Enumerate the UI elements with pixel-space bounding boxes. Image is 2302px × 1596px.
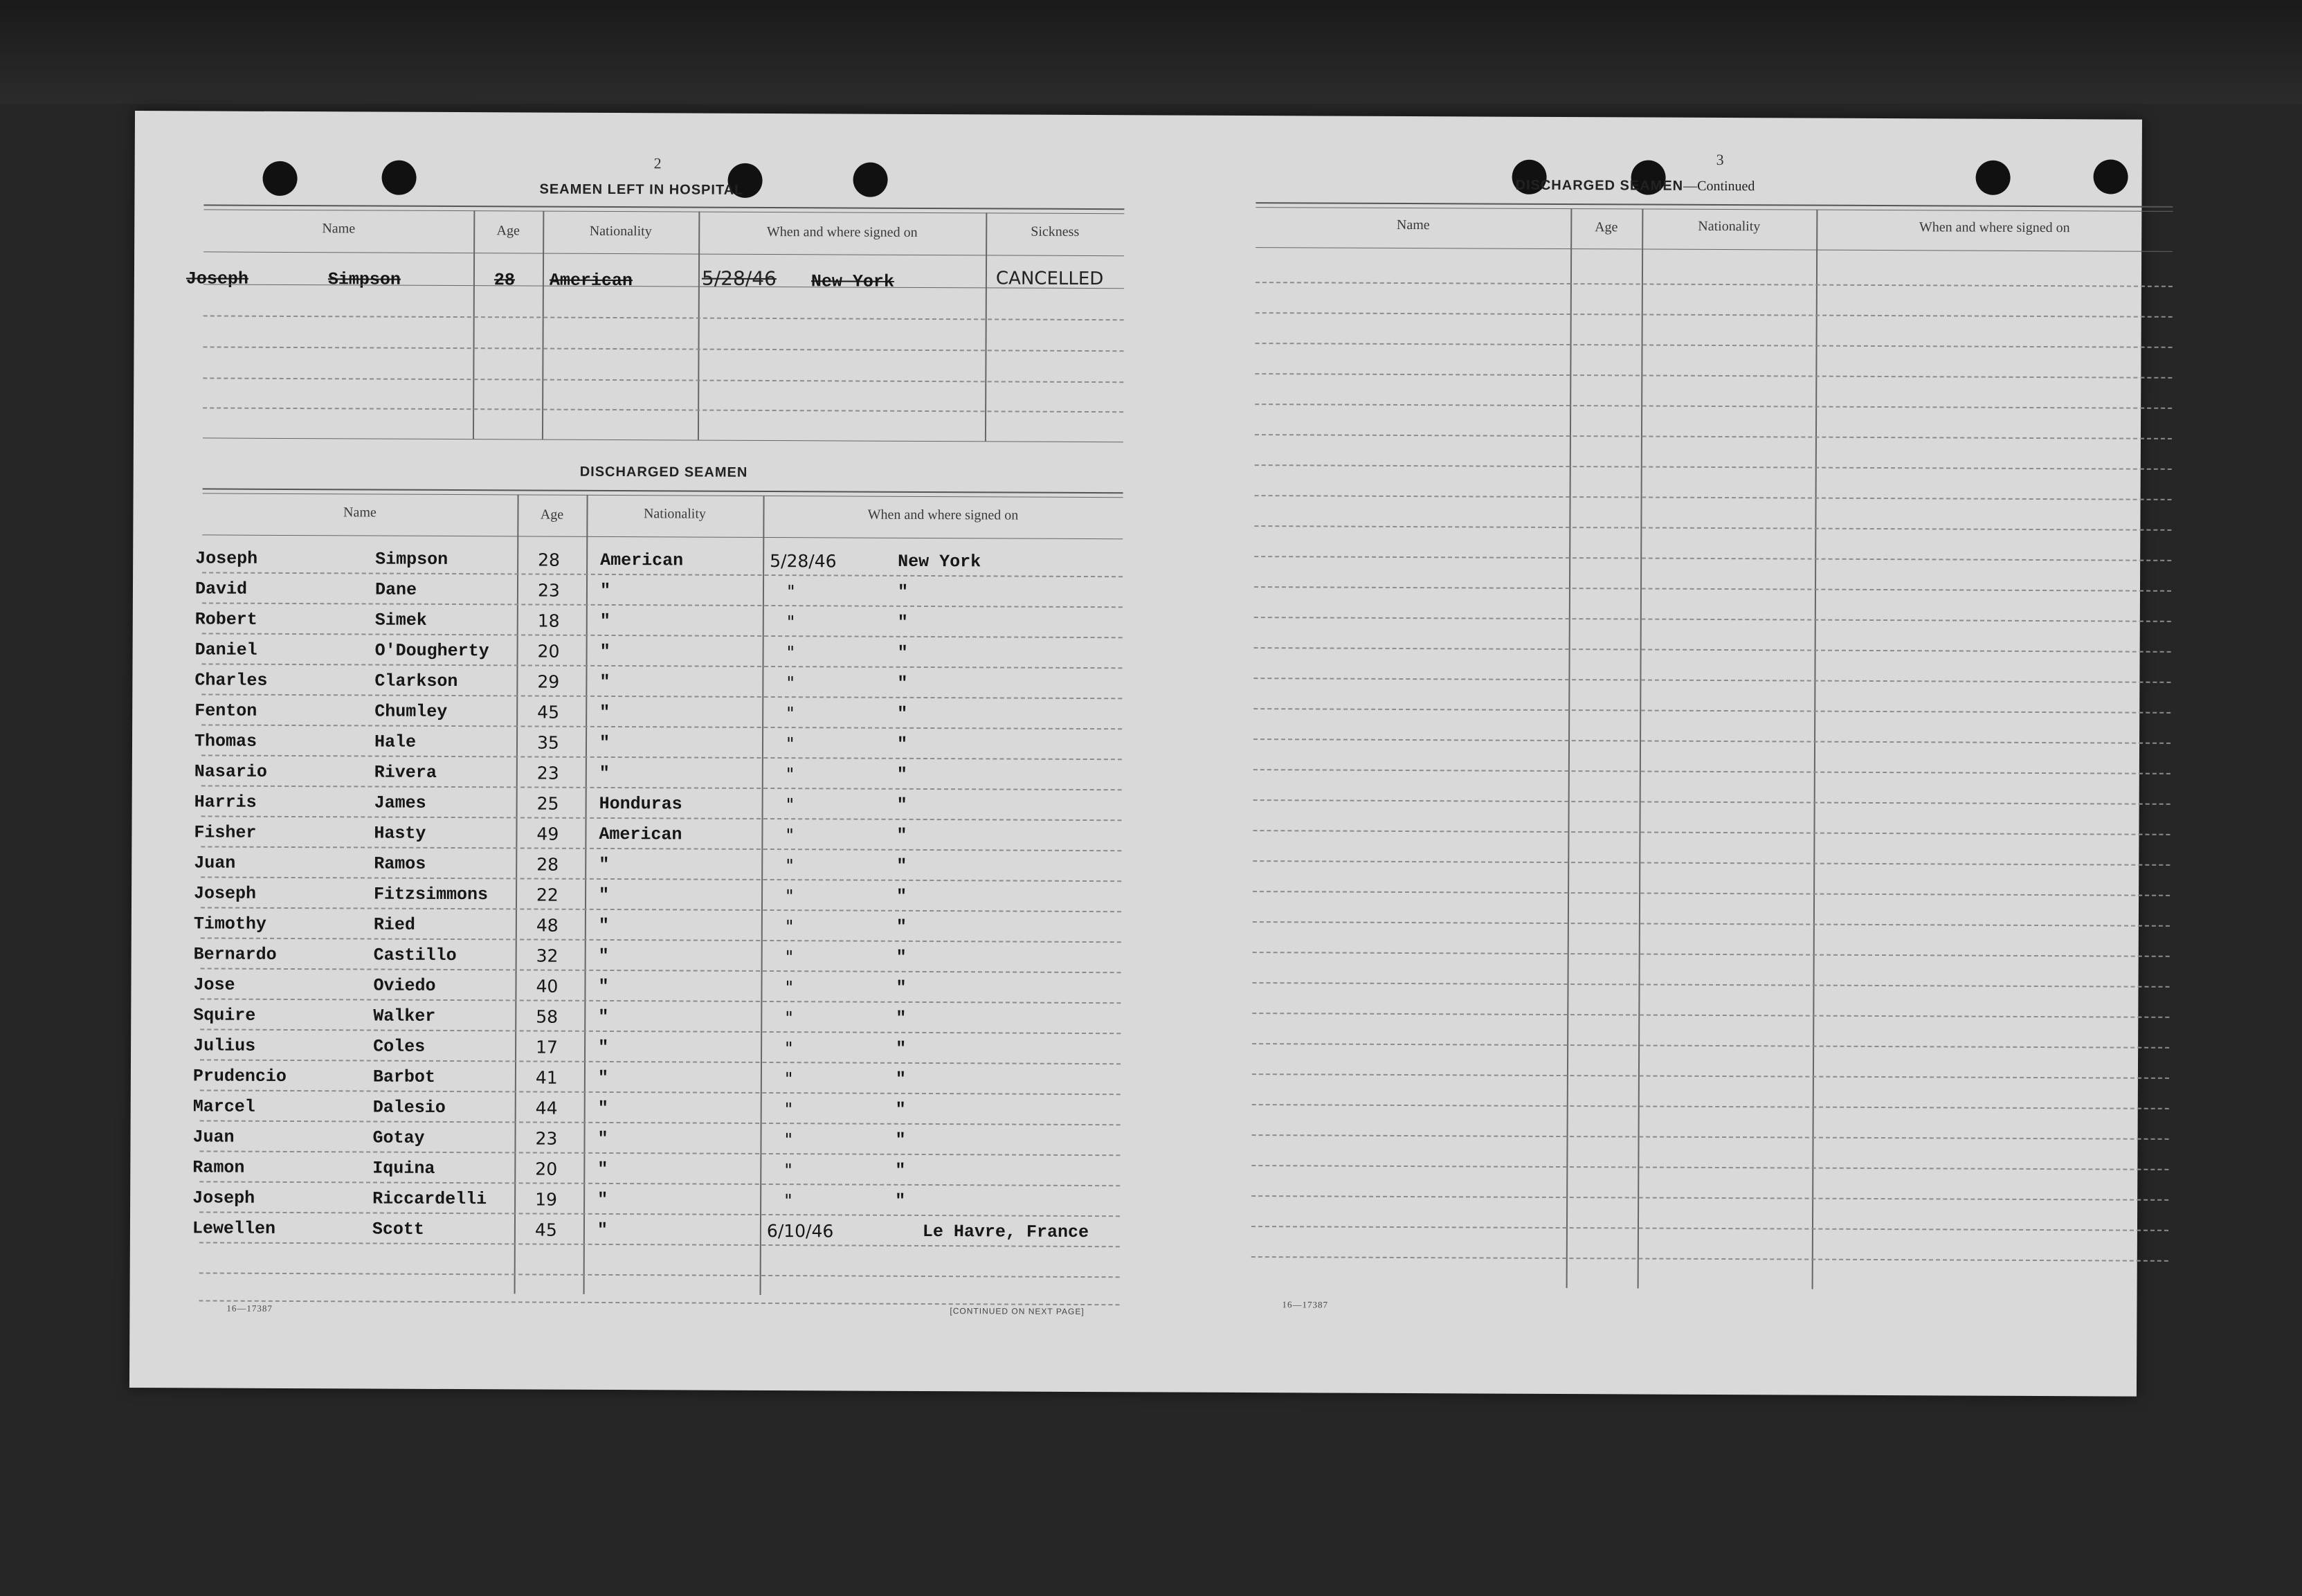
row-date: " — [784, 1160, 792, 1181]
row-last: Chumley — [374, 701, 448, 722]
hospital-age: 28 — [493, 270, 516, 291]
row-age: 58 — [536, 1006, 559, 1027]
empty-row-line — [1253, 921, 2170, 927]
row-first: Robert — [194, 609, 257, 630]
row-last: Simek — [374, 610, 427, 631]
row-last: Oviedo — [373, 975, 436, 996]
row-place: " — [897, 581, 909, 602]
row-nationality: " — [598, 976, 609, 997]
hospital-last-name: Simpson — [327, 269, 401, 290]
row-first: Ramon — [192, 1157, 245, 1178]
row-last: Dane — [374, 579, 417, 600]
empty-row-line — [1255, 464, 2172, 470]
row-nationality: " — [597, 1189, 608, 1210]
row-place: " — [895, 1099, 906, 1120]
row-date: " — [784, 1130, 793, 1150]
row-nationality: " — [599, 763, 610, 784]
document-sheet — [129, 111, 2142, 1397]
empty-row-line — [1253, 769, 2170, 774]
row-nationality: " — [598, 1006, 609, 1027]
empty-row-line — [1253, 708, 2170, 714]
row-first: Harris — [194, 792, 257, 813]
row-first: Daniel — [194, 640, 257, 660]
form-number-left: 16—17387 — [226, 1303, 273, 1314]
row-first: Nasario — [194, 761, 267, 782]
row-date: " — [784, 1069, 793, 1089]
row-first: Fisher — [194, 822, 257, 843]
right-empty-rows — [135, 111, 2142, 120]
row-age: 48 — [536, 915, 559, 936]
row-last: Clarkson — [374, 671, 458, 692]
row-age: 25 — [536, 793, 559, 814]
empty-row-line — [1252, 1043, 2169, 1049]
hospital-date: 5/28/46 — [701, 266, 777, 291]
row-age: 44 — [535, 1098, 558, 1118]
row-place: " — [896, 825, 907, 846]
row-age: 45 — [534, 1219, 557, 1240]
discharged-header-age: Age — [540, 507, 564, 523]
page-number-left: 2 — [653, 154, 662, 172]
row-nationality: " — [598, 1037, 609, 1058]
row-place: " — [896, 977, 907, 998]
row-first: Charles — [194, 670, 268, 691]
empty-row-line — [1256, 282, 2173, 287]
row-place: Le Havre, France — [922, 1221, 1089, 1243]
row-date: " — [786, 581, 795, 602]
row-first: Joseph — [192, 1188, 255, 1208]
row-date: " — [785, 1038, 793, 1059]
empty-row-line — [1255, 495, 2172, 500]
empty-row-line — [1256, 312, 2173, 318]
empty-row-line — [1253, 860, 2170, 866]
row-last: Rivera — [374, 762, 437, 783]
empty-row-line — [1252, 1073, 2169, 1079]
row-age: 20 — [537, 641, 560, 662]
row-nationality: " — [597, 1159, 608, 1179]
continued-note: [CONTINUED ON NEXT PAGE] — [950, 1306, 1085, 1317]
right-section-title: DISCHARGED SEAMEN—Continued — [1515, 177, 1755, 194]
empty-row-line — [1254, 556, 2171, 561]
row-last: Walker — [373, 1006, 436, 1026]
row-date: " — [786, 855, 794, 876]
row-first: Fenton — [194, 700, 257, 721]
row-nationality: " — [599, 671, 610, 693]
row-last: Gotay — [372, 1127, 425, 1148]
discharged-header-signed-on: When and where signed on — [867, 507, 1019, 523]
row-first: Thomas — [194, 731, 257, 752]
row-age: 49 — [536, 824, 559, 844]
row-place: " — [895, 1190, 906, 1211]
empty-row-line — [1255, 434, 2172, 439]
row-place: " — [897, 703, 908, 724]
row-nationality: " — [599, 580, 611, 601]
row-place: " — [896, 947, 907, 968]
row-place: " — [895, 1069, 906, 1089]
right-header-signed-on: When and where signed on — [1919, 219, 2070, 236]
row-nationality: " — [597, 1219, 608, 1240]
empty-row-line — [1251, 1165, 2168, 1170]
row-first: Prudencio — [192, 1066, 287, 1087]
row-age: 22 — [536, 885, 559, 905]
punch-hole — [381, 161, 416, 195]
row-place: " — [895, 1160, 906, 1181]
scan-background — [0, 0, 2302, 104]
row-place: " — [896, 1008, 907, 1028]
row-place: " — [897, 612, 908, 633]
row-date: " — [785, 947, 794, 968]
row-first: Lewellen — [192, 1218, 276, 1239]
hospital-header-name: Name — [322, 221, 356, 237]
row-date: " — [786, 703, 795, 724]
punch-hole — [2094, 159, 2128, 194]
row-nationality: " — [599, 610, 610, 632]
row-place: " — [896, 764, 907, 785]
row-first: Julius — [193, 1035, 256, 1056]
row-nationality: Honduras — [599, 793, 682, 815]
row-last: O'Dougherty — [374, 640, 489, 662]
row-nationality: American — [600, 550, 684, 571]
row-last: Ried — [373, 914, 415, 935]
row-last: Riccardelli — [372, 1188, 487, 1210]
row-first: Squire — [193, 1005, 256, 1026]
row-place: " — [897, 642, 908, 663]
empty-row-line — [1253, 799, 2170, 805]
empty-row-line — [1256, 343, 2173, 348]
row-first: Joseph — [195, 548, 258, 569]
row-age: 41 — [535, 1067, 558, 1088]
row-age: 19 — [535, 1189, 558, 1210]
row-first: Joseph — [194, 883, 257, 904]
row-date: " — [784, 1190, 792, 1211]
empty-row-line — [1251, 1256, 2168, 1262]
hospital-first-name: Joseph — [185, 269, 249, 289]
hospital-nationality: American — [549, 270, 633, 291]
empty-row-line — [1253, 982, 2170, 988]
row-last: Dalesio — [372, 1097, 446, 1118]
row-age: 32 — [536, 945, 559, 966]
punch-hole — [262, 161, 297, 196]
row-date: " — [786, 673, 795, 693]
row-age: 45 — [537, 702, 560, 723]
hospital-header-age: Age — [496, 223, 520, 239]
row-nationality: " — [599, 702, 610, 723]
empty-row-line — [1254, 525, 2171, 531]
row-nationality: " — [599, 641, 610, 662]
empty-row-line — [1253, 891, 2170, 896]
empty-row-line — [1252, 1134, 2169, 1140]
empty-row-line — [1253, 738, 2170, 744]
row-date: " — [785, 916, 794, 937]
discharged-section-title: DISCHARGED SEAMEN — [579, 464, 748, 480]
row-age: 35 — [536, 732, 559, 753]
row-date: " — [785, 1008, 793, 1028]
right-header-name: Name — [1396, 217, 1430, 233]
row-date: " — [786, 612, 795, 633]
hospital-header-nationality: Nationality — [589, 223, 652, 239]
row-age: 40 — [536, 976, 559, 997]
punch-hole — [1975, 161, 2010, 195]
row-place: " — [896, 886, 907, 907]
empty-row-line — [1253, 678, 2170, 683]
page-number-right: 3 — [1716, 150, 1724, 169]
row-place: New York — [898, 551, 981, 572]
row-first: Bernardo — [193, 944, 277, 965]
row-place: " — [896, 916, 907, 937]
row-age: 17 — [536, 1037, 558, 1058]
row-age: 18 — [537, 610, 560, 631]
row-first: Jose — [193, 974, 235, 995]
row-place: " — [896, 734, 908, 754]
row-date: " — [785, 977, 794, 998]
row-first: Juan — [194, 853, 236, 873]
right-header-age: Age — [1595, 219, 1618, 235]
right-header-nationality: Nationality — [1698, 218, 1761, 235]
row-last: Scott — [372, 1219, 425, 1240]
row-last: Coles — [373, 1036, 426, 1057]
row-place: " — [897, 673, 908, 693]
row-last: Ramos — [374, 853, 426, 874]
row-place: " — [896, 1038, 907, 1059]
row-nationality: " — [597, 1098, 608, 1118]
row-last: James — [374, 792, 426, 813]
form-number-right: 16—17387 — [1282, 1299, 1329, 1310]
row-nationality: " — [597, 1128, 608, 1149]
row-date: " — [786, 734, 795, 754]
row-first: Timothy — [193, 914, 266, 934]
empty-row-line — [1254, 586, 2171, 592]
row-nationality: " — [598, 945, 609, 966]
row-first: Marcel — [192, 1096, 255, 1117]
row-age: 23 — [535, 1128, 558, 1149]
empty-row-line — [1253, 952, 2170, 957]
row-date: " — [786, 825, 795, 846]
empty-row-line — [1254, 647, 2171, 653]
row-last: Hale — [374, 732, 417, 752]
row-nationality: " — [599, 732, 610, 754]
row-age: 20 — [535, 1159, 558, 1179]
empty-row-line — [1251, 1226, 2168, 1231]
row-date: " — [786, 795, 795, 815]
row-first: David — [194, 579, 248, 599]
row-age: 23 — [537, 580, 560, 601]
row-date: " — [785, 886, 794, 907]
row-date: " — [784, 1099, 793, 1120]
row-last: Simpson — [375, 549, 448, 570]
empty-row-line — [1253, 830, 2170, 835]
hospital-sickness-cancelled: CANCELLED — [995, 268, 1104, 290]
row-first: Juan — [192, 1127, 235, 1148]
row-nationality: American — [599, 824, 682, 845]
row-place: " — [895, 1130, 906, 1150]
row-nationality: " — [597, 1067, 608, 1088]
hospital-header-sickness: Sickness — [1031, 224, 1080, 239]
row-age: 23 — [536, 763, 559, 783]
punch-hole — [853, 163, 887, 197]
row-place: " — [896, 855, 907, 876]
hospital-section-title: SEAMEN LEFT IN HOSPITAL — [539, 181, 744, 198]
discharged-header-nationality: Nationality — [643, 506, 706, 522]
row-place: " — [896, 795, 907, 815]
row-nationality: " — [598, 915, 609, 936]
hospital-place: New York — [810, 271, 895, 292]
row-last: Hasty — [374, 823, 426, 844]
row-age: 29 — [537, 671, 560, 692]
empty-row-line — [1254, 617, 2171, 622]
row-last: Iquina — [372, 1158, 435, 1179]
row-nationality: " — [598, 885, 610, 905]
discharged-header-name: Name — [343, 505, 377, 520]
hospital-header-signed-on: When and where signed on — [766, 224, 918, 240]
empty-row-line — [1255, 403, 2172, 409]
empty-row-line — [1252, 1013, 2169, 1018]
row-date: " — [786, 764, 795, 785]
row-last: Castillo — [373, 945, 457, 966]
row-date: 5/28/46 — [770, 551, 837, 572]
empty-row-line — [1252, 1104, 2169, 1109]
row-age: 28 — [536, 854, 559, 875]
row-date: " — [786, 642, 795, 663]
empty-row-line — [1255, 373, 2172, 379]
row-age: 28 — [538, 550, 561, 570]
row-last: Fitzsimmons — [374, 884, 489, 905]
empty-row-line — [1251, 1195, 2168, 1201]
row-date: 6/10/46 — [766, 1220, 834, 1242]
row-last: Barbot — [372, 1067, 435, 1087]
row-nationality: " — [599, 854, 610, 876]
